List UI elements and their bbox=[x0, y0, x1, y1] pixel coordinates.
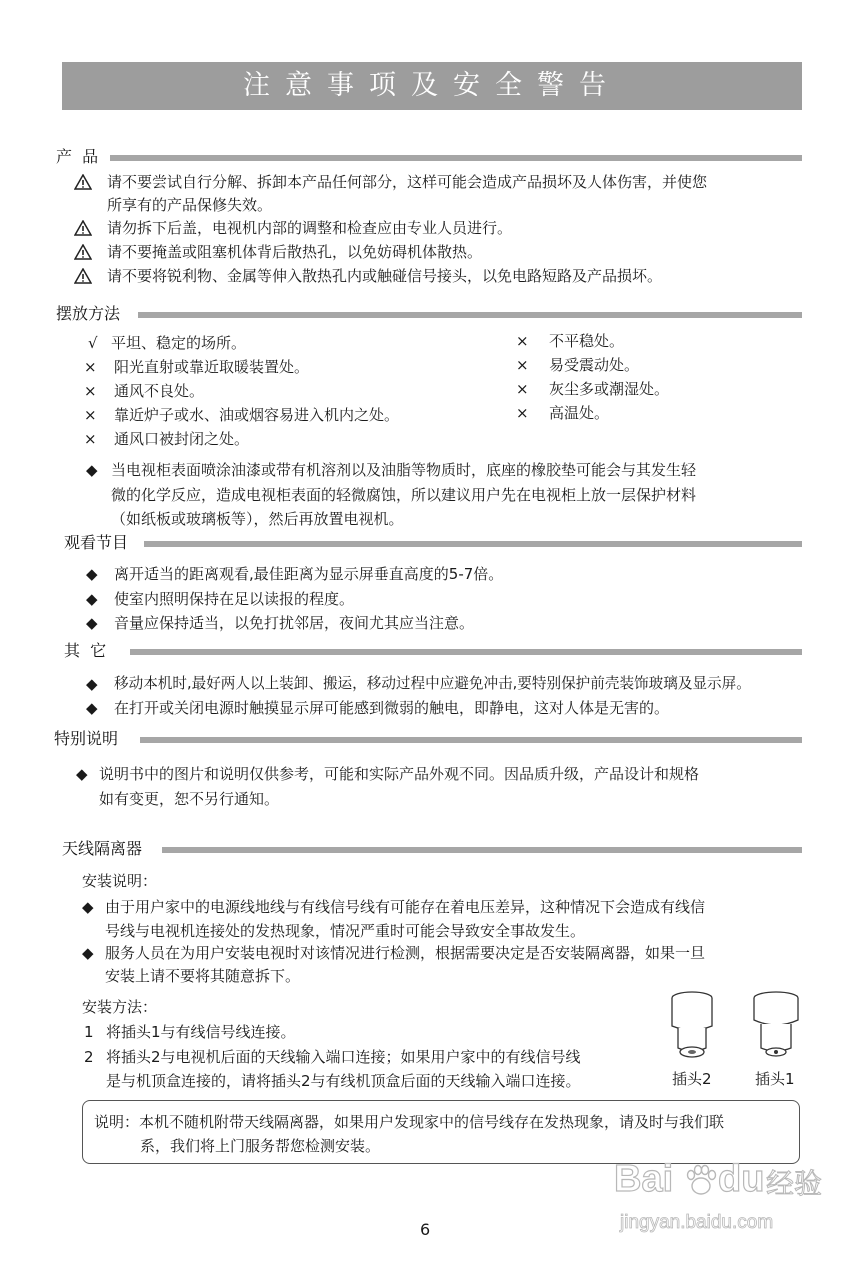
warning-triangle-icon bbox=[74, 244, 92, 260]
warning-triangle-icon bbox=[74, 268, 92, 284]
cross-mark-icon: × bbox=[516, 356, 529, 374]
section-rule bbox=[162, 847, 802, 853]
step-number-1: 1 bbox=[84, 1023, 94, 1041]
diamond-bullet-icon: ◆ bbox=[86, 699, 98, 717]
cross-mark-icon: × bbox=[84, 358, 97, 376]
placement-note-line-2: 微的化学反应，造成电视柜表面的轻微腐蚀，所以建议用户先在电视柜上放一层保护材料 bbox=[111, 486, 697, 504]
section-title: 天线隔离器 bbox=[62, 839, 143, 858]
other-item-2: 在打开或关闭电源时触摸显示屏可能感到微弱的触电，即静电，这对人体是无害的。 bbox=[114, 699, 670, 717]
placement-bad-1: 阳光直射或靠近取暖装置处。 bbox=[114, 358, 310, 376]
diamond-bullet-icon: ◆ bbox=[86, 565, 98, 583]
viewing-item-1: 离开适当的距离观看,最佳距离为显示屏垂直高度的5-7倍。 bbox=[114, 565, 504, 583]
warning-triangle-icon bbox=[74, 220, 92, 236]
watermark-brand-bai: Bai bbox=[614, 1158, 674, 1200]
viewing-item-3: 音量应保持适当，以免打扰邻居，夜间尤其应当注意。 bbox=[114, 614, 475, 632]
product-warning-3: 请不要掩盖或阻塞机体背后散热孔，以免妨碍机体散热。 bbox=[107, 243, 483, 261]
section-title: 产 品 bbox=[56, 147, 99, 166]
placement-bad-6: 易受震动处。 bbox=[549, 356, 640, 374]
section-rule bbox=[138, 312, 802, 318]
product-warning-1: 请不要尝试自行分解、拆卸本产品任何部分，这样可能会造成产品损坏及人体伤害，并使您 bbox=[107, 173, 708, 191]
placement-bad-4: 通风口被封闭之处。 bbox=[114, 430, 250, 448]
step-2-text-line-2: 是与机顶盒连接的，请将插头2与有线机顶盒后面的天线输入端口连接。 bbox=[106, 1072, 581, 1090]
diamond-bullet-icon: ◆ bbox=[86, 675, 98, 693]
section-title: 特别说明 bbox=[54, 729, 119, 748]
step-number-2: 2 bbox=[84, 1048, 94, 1066]
step-1-text: 将插头1与有线信号线连接。 bbox=[106, 1023, 296, 1041]
section-header-antenna bbox=[62, 838, 808, 860]
diamond-bullet-icon: ◆ bbox=[82, 898, 94, 916]
page-title: 注意事项及安全警告 bbox=[62, 62, 802, 110]
note-box-line-1: 说明：本机不随机附带天线隔离器，如果用户发现家中的信号线存在发热现象，请及时与我们联 bbox=[94, 1113, 725, 1131]
warning-triangle-icon bbox=[74, 174, 92, 190]
watermark-url: jingyan.baidu.com bbox=[620, 1212, 774, 1233]
check-mark-icon: √ bbox=[88, 334, 98, 352]
plug-2-illustration bbox=[664, 990, 720, 1066]
antenna-note-1-line-1: 由于用户家中的电源线地线与有线信号线有可能存在着电压差异，这种情况下会造成有线信 bbox=[105, 898, 706, 916]
placement-note-line-3: （如纸板或玻璃板等），然后再放置电视机。 bbox=[111, 510, 404, 528]
watermark-brand-du: du bbox=[718, 1158, 765, 1200]
product-warning-1-cont: 所享有的产品保修失效。 bbox=[107, 196, 273, 214]
placement-bad-2: 通风不良处。 bbox=[114, 382, 205, 400]
antenna-note-2-line-2: 安装上请不要将其随意拆下。 bbox=[105, 967, 301, 985]
antenna-note-1-line-2: 号线与电视机连接处的发热现象，情况严重时可能会导致安全事故发生。 bbox=[105, 922, 586, 940]
placement-bad-5: 不平稳处。 bbox=[549, 332, 625, 350]
placement-good: 平坦、稳定的场所。 bbox=[111, 334, 247, 352]
note-box-line-2: 系，我们将上门服务帮您检测安装。 bbox=[140, 1137, 381, 1155]
section-header-viewing bbox=[56, 532, 802, 554]
diamond-bullet-icon: ◆ bbox=[82, 944, 94, 962]
section-rule bbox=[130, 649, 802, 655]
cross-mark-icon: × bbox=[516, 404, 529, 422]
step-2-text-line-1: 将插头2与电视机后面的天线输入端口连接；如果用户家中的有线信号线 bbox=[106, 1048, 581, 1066]
product-warning-4: 请不要将锐利物、金属等伸入散热孔内或触碰信号接头，以免电路短路及产品损坏。 bbox=[107, 267, 663, 285]
viewing-item-2: 使室内照明保持在足以读报的程度。 bbox=[114, 590, 355, 608]
cross-mark-icon: × bbox=[516, 380, 529, 398]
section-title: 摆放方法 bbox=[56, 304, 121, 323]
section-title: 其 它 bbox=[64, 641, 107, 660]
cross-mark-icon: × bbox=[516, 332, 529, 350]
section-header-special bbox=[54, 728, 800, 750]
special-line-2: 如有变更，恕不另行通知。 bbox=[99, 790, 280, 808]
diamond-bullet-icon: ◆ bbox=[86, 461, 98, 479]
placement-note-line-1: 当电视柜表面喷涂油漆或带有机溶剂以及油脂等物质时，底座的橡胶垫可能会与其发生轻 bbox=[111, 461, 697, 479]
diamond-bullet-icon: ◆ bbox=[76, 765, 88, 783]
section-header-product bbox=[56, 146, 802, 168]
watermark-jingyan: 经验 bbox=[766, 1167, 823, 1200]
baidu-jingyan-watermark bbox=[614, 1158, 834, 1248]
plug-2-label: 插头2 bbox=[672, 1070, 712, 1088]
plug-1-label: 插头1 bbox=[755, 1070, 795, 1088]
section-header-placement bbox=[56, 303, 802, 325]
antenna-note-2-line-1: 服务人员在为用户安装电视时对该情况进行检测，根据需要决定是否安装隔离器，如果一旦 bbox=[105, 944, 706, 962]
install-method-label: 安装方法： bbox=[82, 998, 158, 1016]
cross-mark-icon: × bbox=[84, 406, 97, 424]
placement-bad-3: 靠近炉子或水、油或烟容易进入机内之处。 bbox=[114, 406, 400, 424]
install-notes-label: 安装说明： bbox=[82, 872, 158, 890]
cross-mark-icon: × bbox=[84, 382, 97, 400]
diamond-bullet-icon: ◆ bbox=[86, 614, 98, 632]
section-title: 观看节目 bbox=[64, 533, 129, 552]
paw-icon bbox=[684, 1164, 718, 1198]
section-rule bbox=[110, 155, 802, 161]
placement-bad-8: 高温处。 bbox=[549, 404, 610, 422]
special-line-1: 说明书中的图片和说明仅供参考，可能和实际产品外观不同。因品质升级，产品设计和规格 bbox=[99, 765, 700, 783]
section-rule bbox=[140, 737, 802, 743]
section-rule bbox=[144, 541, 802, 547]
plug-1-illustration bbox=[748, 990, 804, 1066]
page-number: 6 bbox=[420, 1220, 431, 1239]
section-header-other bbox=[56, 640, 802, 662]
product-warning-2: 请勿拆下后盖，电视机内部的调整和检查应由专业人员进行。 bbox=[107, 219, 513, 237]
diamond-bullet-icon: ◆ bbox=[86, 590, 98, 608]
placement-bad-7: 灰尘多或潮湿处。 bbox=[549, 380, 670, 398]
other-item-1: 移动本机时,最好两人以上装卸、搬运，移动过程中应避免冲击,要特别保护前壳装饰玻璃及显示屏。 bbox=[114, 675, 751, 692]
cross-mark-icon: × bbox=[84, 430, 97, 448]
